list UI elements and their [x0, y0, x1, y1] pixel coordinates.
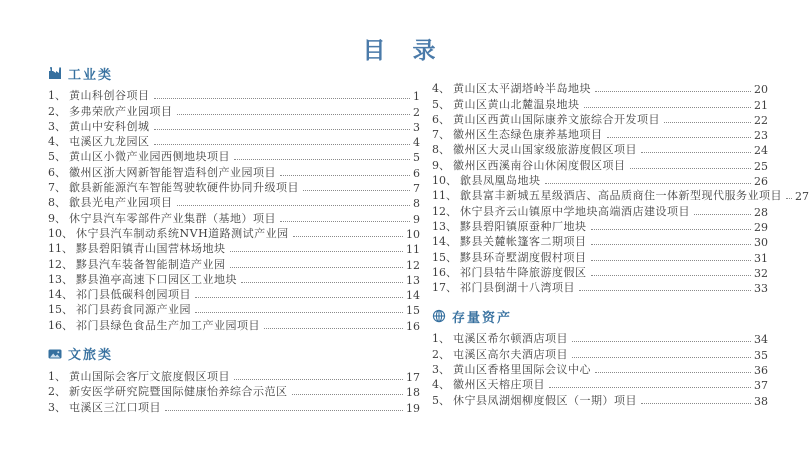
item-number: 3、 — [48, 119, 66, 133]
item-number: 15、 — [432, 250, 457, 264]
dot-leader — [154, 98, 411, 99]
item-number: 10、 — [432, 174, 457, 188]
item-number: 11、 — [48, 242, 73, 256]
item-title: 黄山科创谷项目 — [69, 89, 150, 103]
item-title: 徽州区生态绿色康养基地项目 — [453, 128, 603, 142]
item-page-number: 27 — [795, 190, 809, 204]
item-number: 16、 — [432, 265, 457, 279]
dot-leader — [591, 244, 752, 245]
item-page-number: 32 — [754, 266, 768, 280]
item-number: 15、 — [48, 303, 73, 317]
toc-row — [432, 203, 768, 218]
toc-row — [48, 103, 420, 118]
item-title: 黄山中安科创城 — [69, 119, 150, 133]
toc-row — [432, 346, 768, 361]
item-number: 3、 — [432, 363, 450, 377]
item-number: 6、 — [48, 165, 66, 179]
item-title: 歙县凤凰岛地块 — [460, 174, 541, 188]
item-page-number: 13 — [406, 273, 420, 287]
dot-leader — [280, 175, 410, 176]
toc-row — [48, 88, 420, 103]
dot-leader — [607, 137, 752, 138]
item-title: 歙县新能源汽车智能驾驶软硬件协同升级项目 — [69, 181, 299, 195]
item-number: 2、 — [48, 104, 66, 118]
item-title: 徽州区浙大网新智能智造科创产业园项目 — [69, 165, 276, 179]
item-page-number: 4 — [413, 136, 420, 150]
item-title: 祁门县牯牛降旅游度假区 — [460, 265, 587, 279]
item-page-number: 20 — [754, 83, 768, 97]
dot-leader — [230, 251, 404, 252]
dot-leader — [591, 229, 752, 230]
item-number: 17、 — [432, 281, 457, 295]
item-title: 屯溪区高尔夫酒店项目 — [453, 347, 568, 361]
item-page-number: 36 — [754, 364, 768, 378]
item-page-number: 8 — [413, 197, 420, 211]
toc-row — [432, 219, 768, 234]
item-title: 徽州区西溪南谷山休闲度假区项目 — [453, 158, 626, 172]
dot-leader — [641, 403, 751, 404]
toc-row — [48, 369, 420, 384]
item-number: 2、 — [432, 347, 450, 361]
item-title: 黟县碧阳镇青山国营林场地块 — [76, 242, 226, 256]
section-label: 工业类 — [68, 67, 114, 83]
dot-leader — [293, 236, 403, 237]
item-page-number: 35 — [754, 348, 768, 362]
item-page-number: 9 — [413, 212, 420, 226]
item-title: 休宁县汽车零部件产业集群（基地）项目 — [69, 211, 276, 225]
toc-row — [48, 149, 420, 164]
item-number: 1、 — [48, 89, 66, 103]
section-header-industrial — [48, 63, 420, 83]
item-title: 黟县关麓帐篷客二期项目 — [460, 235, 587, 249]
item-page-number: 12 — [406, 258, 420, 272]
toc-row — [48, 302, 420, 317]
toc-row — [432, 127, 768, 142]
toc-row — [48, 180, 420, 195]
item-title: 祁门县低碳科创园项目 — [76, 288, 191, 302]
item-title: 歙县光电产业园项目 — [69, 196, 173, 210]
toc-row — [48, 287, 420, 302]
toc-row — [48, 399, 420, 414]
toc-row — [432, 362, 768, 377]
item-page-number: 7 — [413, 182, 420, 196]
dot-leader — [195, 312, 403, 313]
dot-leader — [234, 159, 410, 160]
item-title: 黄山区西黄山国际康养文旅综合开发项目 — [453, 112, 660, 126]
dot-leader — [154, 144, 411, 145]
item-page-number: 38 — [754, 394, 768, 408]
item-title: 多弗荣欣产业园项目 — [69, 104, 173, 118]
item-title: 休宁县凤湖烟柳度假区（一期）项目 — [453, 393, 637, 407]
toc-row — [48, 119, 420, 134]
dot-leader — [630, 168, 752, 169]
dot-leader — [572, 357, 751, 358]
dot-leader — [241, 282, 403, 283]
item-page-number: 25 — [754, 159, 768, 173]
dot-leader — [545, 183, 752, 184]
item-title: 黄山区太平湖塔岭半岛地块 — [453, 82, 591, 96]
toc-row — [432, 81, 768, 96]
item-number: 7、 — [432, 128, 450, 142]
dot-leader — [264, 328, 403, 329]
toc-row — [48, 272, 420, 287]
item-number: 11、 — [432, 189, 457, 203]
dot-leader — [292, 394, 404, 395]
item-page-number: 3 — [413, 120, 420, 134]
item-title: 徽州区大灵山国家级旅游度假区项目 — [453, 143, 637, 157]
item-number: 5、 — [432, 97, 450, 111]
item-title: 屯溪区九龙园区 — [69, 135, 150, 149]
item-number: 4、 — [48, 135, 66, 149]
item-number: 9、 — [48, 211, 66, 225]
item-page-number: 5 — [413, 151, 420, 165]
item-number: 4、 — [432, 82, 450, 96]
toc-row — [48, 164, 420, 179]
dot-leader — [664, 122, 751, 123]
item-number: 13、 — [48, 272, 73, 286]
dot-leader — [572, 341, 751, 342]
toc-row — [432, 280, 768, 295]
item-title: 休宁县汽车制动系统NVH道路测试产业园 — [76, 226, 289, 240]
toc-row — [432, 249, 768, 264]
toc-row — [432, 377, 768, 392]
item-number: 14、 — [432, 235, 457, 249]
item-number: 5、 — [432, 393, 450, 407]
toc-row — [48, 134, 420, 149]
item-page-number: 31 — [754, 251, 768, 265]
item-page-number: 14 — [406, 289, 420, 303]
item-number: 12、 — [432, 204, 457, 218]
toc-row — [48, 317, 420, 332]
dot-leader — [579, 290, 751, 291]
toc-column-left — [48, 63, 420, 415]
toc-row — [432, 142, 768, 157]
item-page-number: 2 — [413, 105, 420, 119]
dot-leader — [303, 190, 410, 191]
item-number: 10、 — [48, 226, 73, 240]
item-title: 黄山区黄山北麓温泉地块 — [453, 97, 580, 111]
toc-row — [432, 331, 768, 346]
dot-leader — [591, 260, 752, 261]
item-page-number: 6 — [413, 166, 420, 180]
item-number: 6、 — [432, 112, 450, 126]
dot-leader — [595, 91, 751, 92]
item-page-number: 33 — [754, 282, 768, 296]
dot-leader — [786, 198, 792, 199]
item-title: 歙县富丰新城五星级酒店、高品质商住一体新型现代服务业项目 — [460, 189, 782, 203]
item-title: 黟县碧阳镇原蚕种厂地块 — [460, 219, 587, 233]
dot-leader — [549, 387, 751, 388]
dot-leader — [584, 107, 752, 108]
item-number: 13、 — [432, 219, 457, 233]
item-page-number: 21 — [754, 98, 768, 112]
toc-row — [48, 195, 420, 210]
item-page-number: 17 — [406, 371, 420, 385]
item-page-number: 29 — [754, 220, 768, 234]
item-title: 黄山区香格里国际会议中心 — [453, 363, 591, 377]
item-title: 黄山国际会客厅文旅度假区项目 — [69, 370, 230, 384]
item-page-number: 16 — [406, 319, 420, 333]
toc-row — [432, 265, 768, 280]
item-page-number: 19 — [406, 401, 420, 415]
item-title: 黟县环奇墅湖度假村项目 — [460, 250, 587, 264]
item-page-number: 10 — [406, 227, 420, 241]
dot-leader — [591, 275, 752, 276]
dot-leader — [177, 114, 411, 115]
item-page-number: 1 — [413, 90, 420, 104]
item-title: 屯溪区三江口项目 — [69, 400, 161, 414]
dot-leader — [165, 410, 403, 411]
item-title: 休宁县齐云山镇原中学地块高端酒店建设项目 — [460, 204, 690, 218]
toc-row — [432, 112, 768, 127]
toc-row — [432, 188, 809, 204]
dot-leader — [694, 214, 751, 215]
dot-leader — [230, 267, 404, 268]
section-header-tourism — [48, 344, 420, 364]
toc-row — [432, 157, 768, 172]
item-number: 8、 — [432, 143, 450, 157]
section-label: 存量资产 — [452, 310, 513, 326]
dot-leader — [234, 379, 403, 380]
dot-leader — [195, 297, 403, 298]
dot-leader — [280, 221, 410, 222]
toc-row — [48, 241, 420, 256]
item-page-number: 23 — [754, 129, 768, 143]
item-page-number: 15 — [406, 304, 420, 318]
section-label: 文旅类 — [68, 348, 114, 364]
toc-row — [48, 384, 420, 399]
item-number: 12、 — [48, 257, 73, 271]
toc-row — [432, 173, 768, 188]
item-title: 祁门县药食同源产业园 — [76, 303, 191, 317]
toc-row — [432, 96, 768, 111]
item-number: 14、 — [48, 288, 73, 302]
item-title: 祁门县倒湖十八湾项目 — [460, 281, 575, 295]
globe-icon — [432, 309, 446, 323]
item-title: 黟县汽车装备智能制造产业园 — [76, 257, 226, 271]
toc-row — [432, 234, 768, 249]
dot-leader — [154, 129, 411, 130]
toc-row — [48, 210, 420, 225]
item-number: 8、 — [48, 196, 66, 210]
item-page-number: 11 — [406, 243, 420, 257]
page-title: 目 录 — [362, 37, 438, 64]
landscape-icon — [48, 347, 62, 361]
dot-leader — [641, 152, 751, 153]
item-title: 徽州区天榕庄项目 — [453, 378, 545, 392]
item-page-number: 24 — [754, 144, 768, 158]
item-page-number: 30 — [754, 236, 768, 250]
item-title: 屯溪区希尔顿酒店项目 — [453, 332, 568, 346]
item-page-number: 22 — [754, 113, 768, 127]
toc-row — [48, 256, 420, 271]
item-number: 2、 — [48, 385, 66, 399]
item-page-number: 34 — [754, 333, 768, 347]
item-number: 1、 — [48, 370, 66, 384]
item-number: 5、 — [48, 150, 66, 164]
item-number: 4、 — [432, 378, 450, 392]
item-number: 3、 — [48, 400, 66, 414]
item-number: 1、 — [432, 332, 450, 346]
dot-leader — [595, 372, 751, 373]
item-title: 黟县渔亭高速下口园区工业地块 — [76, 272, 237, 286]
toc-row — [48, 226, 420, 241]
factory-icon — [48, 66, 62, 80]
item-number: 9、 — [432, 158, 450, 172]
item-title: 祁门县绿色食品生产加工产业园项目 — [76, 318, 260, 332]
dot-leader — [177, 205, 411, 206]
item-title: 新安医学研究院暨国际健康怡养综合示范区 — [69, 385, 288, 399]
item-page-number: 28 — [754, 205, 768, 219]
toc-column-right — [432, 81, 809, 408]
item-number: 16、 — [48, 318, 73, 332]
item-title: 黄山区小微产业园西侧地块项目 — [69, 150, 230, 164]
toc-row — [432, 392, 768, 407]
item-page-number: 37 — [754, 379, 768, 393]
section-header-assets — [432, 306, 768, 326]
item-page-number: 26 — [754, 175, 768, 189]
item-page-number: 18 — [406, 386, 420, 400]
item-number: 7、 — [48, 181, 66, 195]
